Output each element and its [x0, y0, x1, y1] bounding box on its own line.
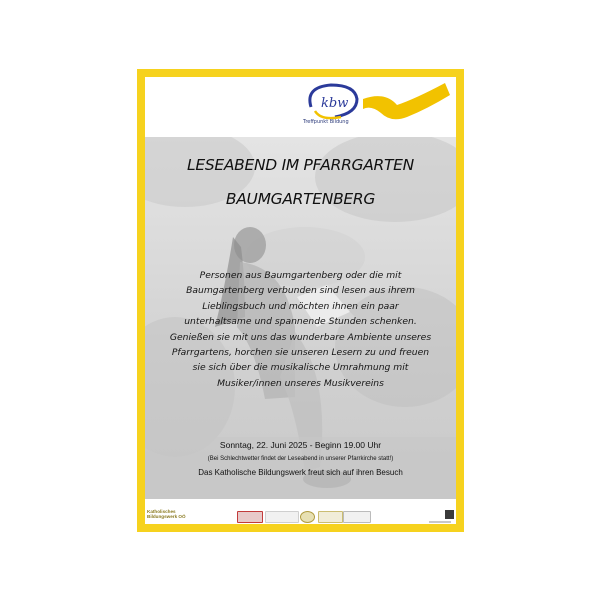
weather-note: (Bei Schlechtwetter findet der Leseabend in unserer Pfarrkirche statt!)	[207, 456, 394, 462]
description-line: Lieblingsbuch und möchten ihnen ein paar	[202, 300, 399, 312]
yellow-ribbon-icon	[363, 83, 450, 119]
org-line-1: Katholisches	[147, 509, 176, 514]
description-line: sie sich über die musikalische Umrahmung mit	[192, 362, 409, 374]
header-logo-area	[145, 77, 456, 137]
description-line: Genießen sie mit uns das wunderbare Ambiente unseres	[169, 331, 432, 343]
poster-frame	[137, 69, 464, 532]
kbw-logo-icon	[145, 77, 456, 137]
description-line: Personen aus Baumgartenberg oder die mit	[199, 270, 402, 281]
poster-inner	[145, 77, 456, 524]
description-line: Musiker/innen unseres Musikvereins	[217, 377, 384, 389]
publisher-mark	[429, 521, 451, 523]
sponsor-logo-icon	[300, 511, 315, 523]
title-line-2: BAUMGARTENBERG	[225, 190, 376, 208]
logo-tagline: Treffpunkt Bildung	[303, 119, 349, 125]
sponsor-logo-icon	[343, 511, 371, 523]
svg-text:kbw: kbw	[321, 96, 349, 111]
description-line: Pfarrgartens, horchen sie unseren Lesern zu und freuen	[171, 347, 430, 359]
event-date: Sonntag, 22. Juni 2025 - Beginn 19.00 Uhr	[219, 440, 382, 450]
title-line-1: LESEABEND IM PFARRGARTEN	[187, 156, 414, 174]
closing-line: Das Katholische Bildungswerk freut sich auf ihren Besuch	[198, 468, 403, 477]
org-line-2: Bildungswerk OÖ	[147, 514, 186, 519]
description	[159, 268, 442, 391]
description-line: unterhaltsame und spannende Stunden schenken.	[184, 316, 417, 328]
qr-code-icon	[445, 510, 454, 519]
sponsor-logo-icon	[237, 511, 263, 523]
organization-name	[147, 509, 186, 519]
sponsor-logo-icon	[265, 511, 299, 523]
description-line: Baumgartenberg verbunden sind lesen aus ihrem	[186, 285, 415, 297]
sponsor-logo-icon	[318, 511, 343, 523]
